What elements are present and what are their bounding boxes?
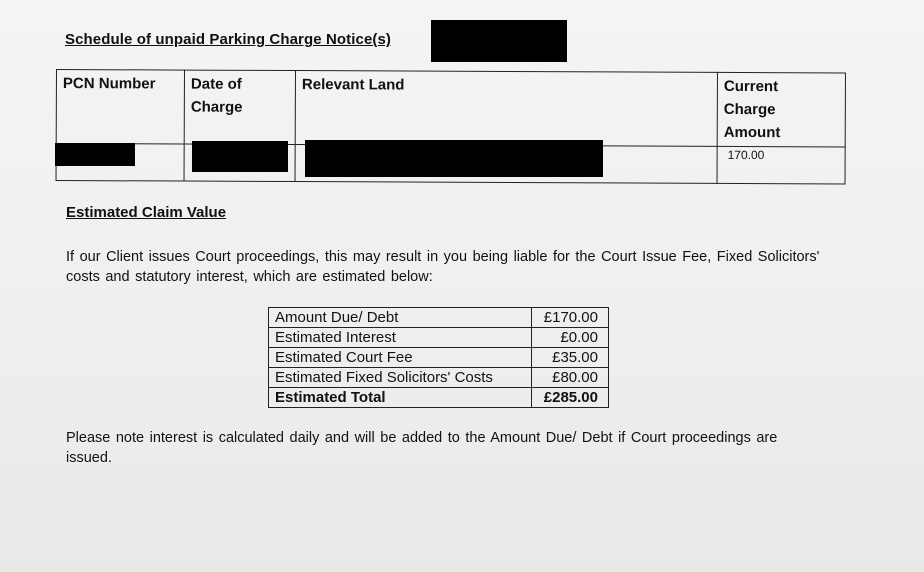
estimated-claim-table: [268, 307, 609, 408]
header-current-charge-amount: Current Charge Amount: [717, 72, 845, 147]
claim-total-row: [269, 388, 609, 408]
redaction-heading: [431, 20, 567, 62]
header-date-of-charge: Date of Charge: [184, 70, 295, 144]
claim-row: [269, 308, 609, 328]
redaction-date-of-charge: [192, 141, 288, 172]
redaction-relevant-land: [305, 140, 603, 177]
claim-row-amount: £80.00: [532, 368, 609, 388]
redaction-pcn-number: [55, 143, 135, 166]
claim-row-label: Estimated Court Fee: [269, 348, 532, 368]
header-pcn-number: PCN Number: [56, 70, 184, 145]
claim-row-amount: £0.00: [532, 328, 609, 348]
claim-row: [269, 328, 609, 348]
claim-row-label: Estimated Fixed Solicitors' Costs: [269, 368, 532, 388]
header-relevant-land: Relevant Land: [295, 71, 717, 147]
claim-row: [269, 368, 609, 388]
claim-total-amount: £285.00: [532, 388, 609, 408]
estimated-claim-intro: If our Client issues Court proceedings, this may result in you being liable for the Court Issue Fee, Fixed Solicitors' costs and statutory interest, which are estimated below:: [66, 249, 820, 285]
claim-row-amount: £35.00: [532, 348, 609, 368]
interest-note: Please note interest is calculated daily and will be added to the Amount Due/ Debt if Court proceedings are issued.: [66, 430, 778, 466]
claim-row-label: Estimated Interest: [269, 328, 532, 348]
claim-row-label: Amount Due/ Debt: [269, 308, 532, 328]
schedule-header-row: [56, 70, 845, 147]
estimated-claim-title: Estimated Claim Value: [66, 204, 227, 221]
claim-row: [269, 348, 609, 368]
cell-current-charge-amount: 170.00: [717, 146, 845, 184]
claim-total-label: Estimated Total: [269, 388, 532, 408]
claim-row-amount: £170.00: [532, 308, 609, 328]
schedule-heading: Schedule of unpaid Parking Charge Notice(s): [65, 31, 392, 48]
